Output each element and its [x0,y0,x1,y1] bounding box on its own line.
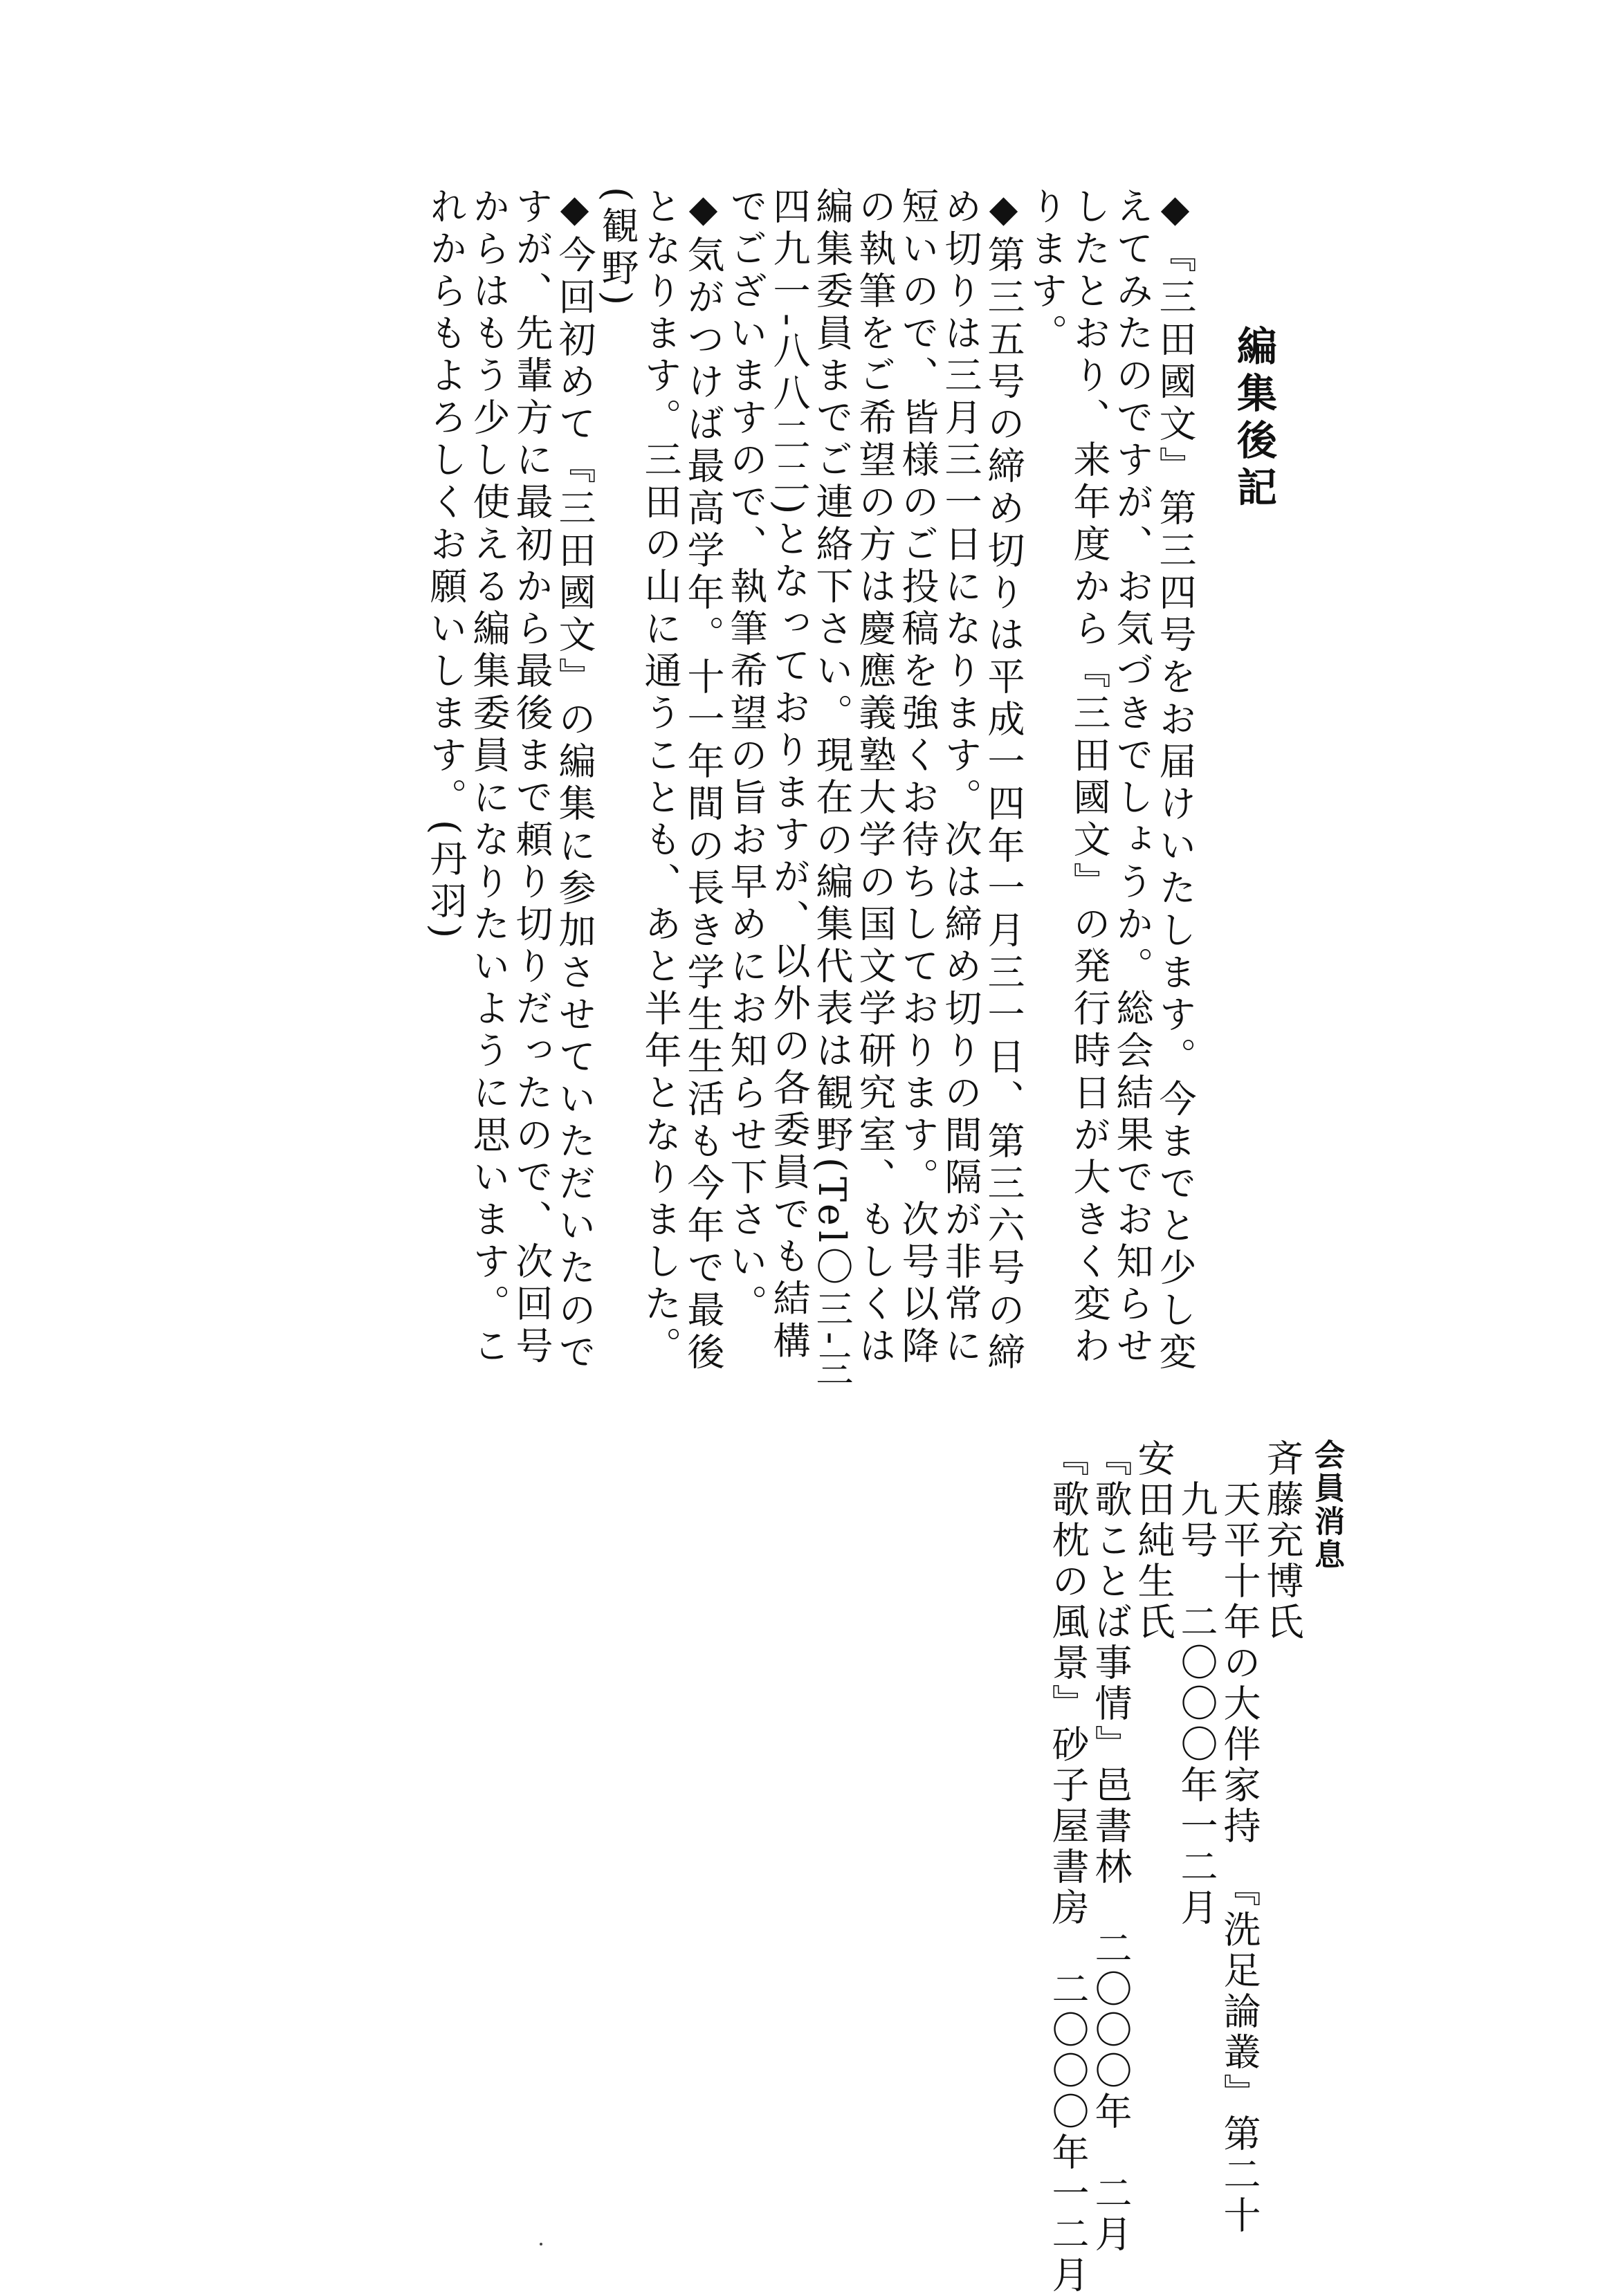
postscript-line: すが、先輩方に最初から最後まで頼り切りだったので、次回号 [510,187,553,1368]
postscript-line: からはもう少し使える編集委員になりたいように思います。こ [467,187,511,1368]
member-news-line: 斉藤充博氏 [1261,1439,1304,1643]
postscript-line: ◆気がつけば最高学年。十一年間の長き学生生活も今年で最後 [681,187,725,1375]
postscript-line: 編集委員までご連絡下さい。現在の編集代表は観野(Tel〇三-三 [810,187,854,1392]
postscript-title: 編集後記 [1230,325,1277,513]
postscript-line: 四九一-八八二二)となっておりますが、以外の各委員でも結構 [767,187,811,1363]
page-mark [540,2243,542,2246]
postscript-line: 短いので、皆様のご投稿を強くお待ちしております。次号以降 [896,187,940,1368]
postscript-line: め切りは三月三一日になります。次は締め切りの間隔が非常に [939,187,982,1368]
member-news-line: 安田純生氏 [1132,1439,1175,1643]
member-news-line: 天平十年の大伴家持 『洗足論叢』第二十 [1218,1439,1261,2237]
member-news [1024,1439,1356,2296]
postscript-line: れからもよろしくお願いします。(丹羽) [424,187,468,944]
postscript-line: の執筆をご希望の方は慶應義塾大学の国文学研究室、もしくは [853,187,897,1368]
postscript-line: えてみたのですが、お気づきでしょうか。総会結果でお知らせ [1110,187,1154,1368]
member-news-title: 会員消息 [1309,1439,1344,1572]
postscript-line: したとおり、来年度から『三田國文』の発行時日が大きく変わ [1068,187,1111,1368]
postscript-line: となります。三田の山に通うことも、あと半年となりました。 [639,187,682,1368]
member-news-line: 『歌枕の風景』砂子屋書房 二〇〇〇年一二月 [1046,1439,1090,2296]
postscript-line: でございますので、執筆希望の旨お早めにお知らせ下さい。 [724,187,768,1326]
member-news-line: 『歌ことば事情』邑書林 二〇〇〇年 二月 [1089,1439,1133,2255]
editorial-postscript [325,187,1294,1392]
postscript-line: ります。 [1025,187,1068,356]
postscript-line: ◆第三五号の締め切りは平成一四年一月三一日、第三六号の締 [982,187,1025,1375]
postscript-line: ◆『三田國文』第三四号をお届けいたします。今までと少し変 [1153,187,1197,1375]
postscript-line: ◆今回初めて『三田國文』の編集に参加させていただいたので [553,187,596,1375]
postscript-signature: (観野) [596,187,639,311]
member-news-line: 九号 二〇〇〇年一二月 [1175,1439,1218,1929]
